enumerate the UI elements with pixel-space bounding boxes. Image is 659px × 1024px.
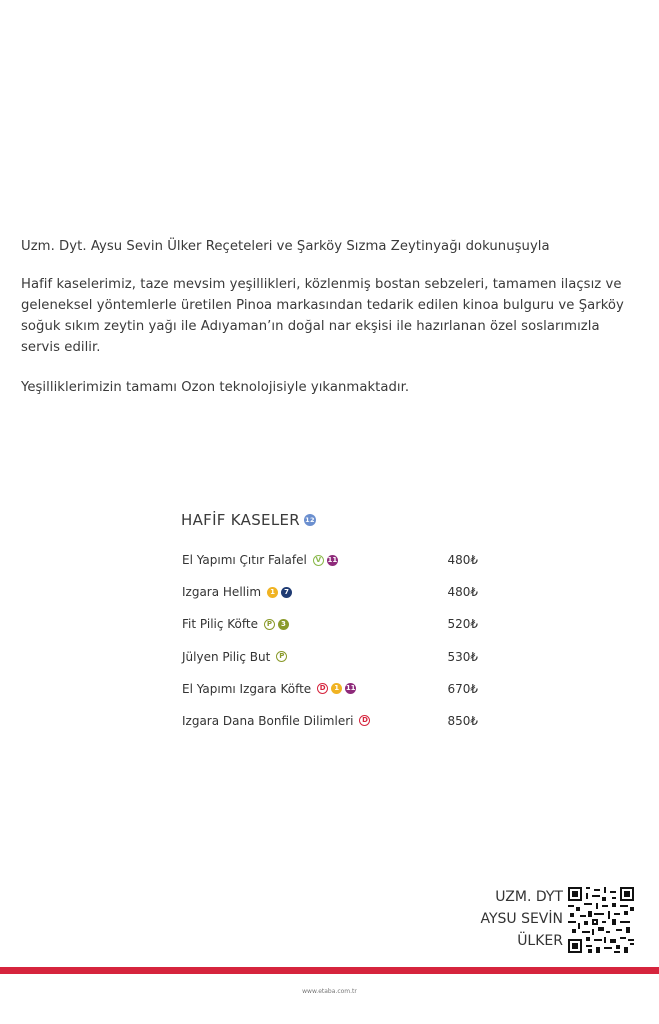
footer-url[interactable]: www.etaba.com.tr: [302, 988, 357, 995]
menu-item-name-group: [182, 682, 356, 696]
menu-list: [182, 553, 478, 746]
menu-item: [182, 585, 478, 617]
allergen-12-icon: 12: [304, 514, 316, 526]
menu-item-price: 520₺: [447, 617, 478, 632]
allergen-1-icon: 1: [267, 587, 278, 598]
intro-text-block: [21, 236, 641, 398]
intro-paragraph: Hafif kaselerimiz, taze mevsim yeşillikleri, közlenmiş bostan sebzeleri, tamamen ilaçsız ve geleneksel yöntemlerle üretilen Pinoa markasından tedarik edilen kinoa bulguru ve Şarköy soğuk sıkım zeytin yağı ile Adıyaman’ın doğal nar ekşisi ile hazırlanan özel soslarımızla servis edilir.: [21, 277, 624, 355]
vegan-icon: V: [313, 555, 324, 566]
qr-code-icon[interactable]: [568, 887, 634, 953]
menu-item-name-group: [182, 553, 338, 567]
menu-item-name: El Yapımı Çıtır Falafel: [182, 553, 307, 567]
allergen-1-icon: 1: [331, 683, 342, 694]
signature-line-title: UZM. DYT: [495, 889, 563, 905]
signature-line-surname: ÜLKER: [517, 933, 563, 949]
poultry-icon: P: [276, 651, 287, 662]
section-title-text: HAFİF KASELER: [181, 511, 300, 529]
menu-item-price: 480₺: [447, 585, 478, 600]
intro-line-ozone: Yeşilliklerimizin tamamı Ozon teknolojisiyle yıkanmaktadır.: [21, 380, 410, 395]
menu-item-price: 480₺: [447, 553, 478, 567]
allergen-11-icon: 11: [327, 555, 338, 564]
menu-item: [182, 650, 478, 682]
menu-item-name: Izgara Dana Bonfile Dilimleri: [182, 713, 354, 728]
allergen-7-icon: 7: [281, 587, 292, 598]
menu-item-price: 670₺: [447, 681, 478, 696]
menu-item-name: Izgara Hellim: [182, 585, 262, 600]
menu-item-price: 530₺: [447, 649, 478, 664]
dietitian-signature: [468, 886, 563, 952]
accent-bar: [0, 967, 659, 974]
menu-item-price: 850₺: [447, 713, 478, 728]
menu-item-name: El Yapımı Izgara Köfte: [182, 681, 312, 696]
beef-icon: D: [317, 683, 328, 694]
poultry-icon: P: [264, 619, 275, 630]
signature-line-name: AYSU SEVİN: [480, 911, 563, 927]
menu-item: [182, 682, 478, 714]
menu-item-name-group: [182, 714, 370, 728]
menu-item-name: Fit Piliç Köfte: [182, 617, 258, 632]
allergen-11-icon: 11: [345, 684, 356, 693]
menu-item: [182, 617, 478, 649]
intro-line-recipes: Uzm. Dyt. Aysu Sevin Ülker Reçeteleri ve Şarköy Sızma Zeytinyağı dokunuşuyla: [21, 239, 550, 254]
menu-item: [182, 714, 478, 746]
menu-item-name-group: [182, 650, 287, 664]
menu-item: [182, 553, 478, 585]
menu-item-name-group: [182, 617, 289, 631]
menu-item-name-group: [182, 585, 292, 599]
section-title: [181, 511, 316, 529]
beef-icon: D: [359, 715, 370, 726]
allergen-3-icon: 3: [278, 619, 289, 630]
menu-item-name: Jülyen Piliç But: [182, 649, 271, 664]
